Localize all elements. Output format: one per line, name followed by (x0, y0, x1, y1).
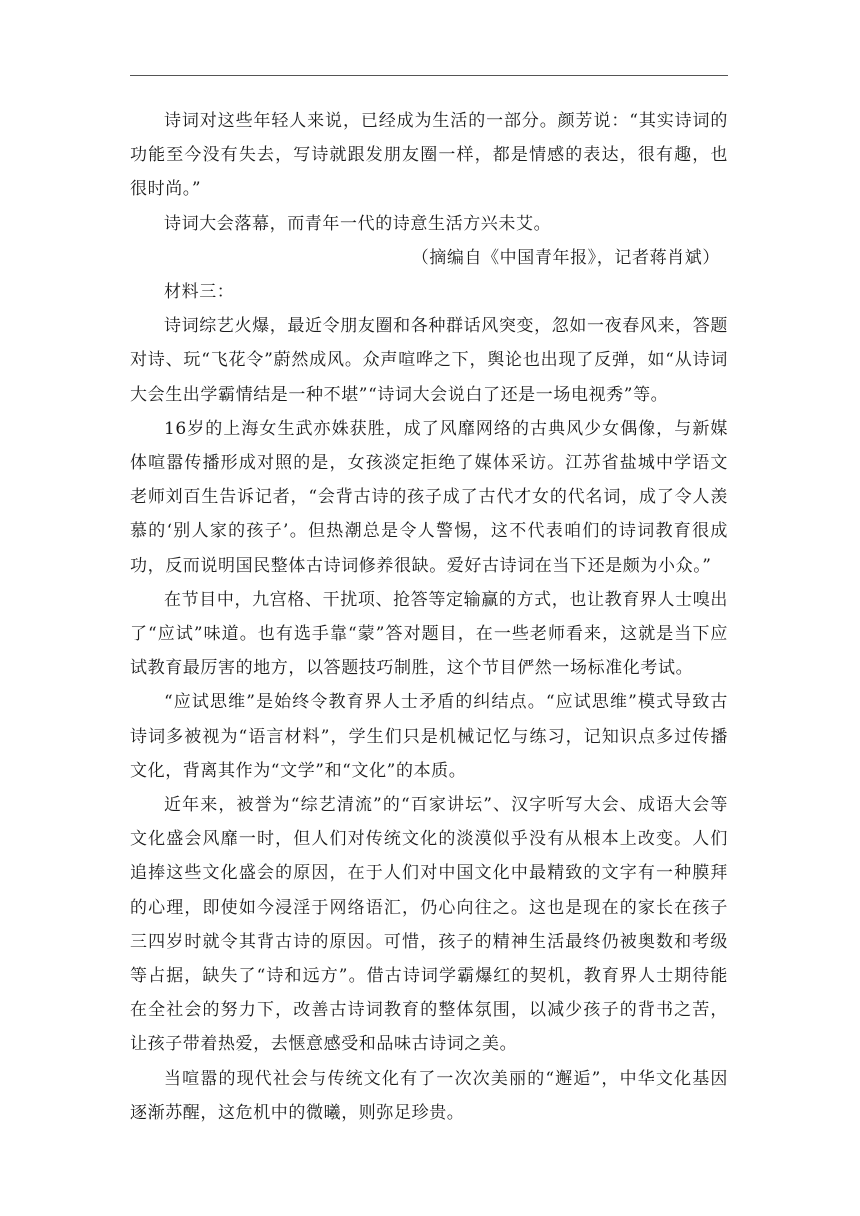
source-attribution: （摘编自《中国青年报》，记者蒋肖斌） (411, 247, 720, 268)
paragraph: 在节目中，九宫格、干扰项、抢答等定输赢的方式，也让教育界人士嗅出了“应试”味道。也有选手靠“蒙”答对题目，在一些老师看来，这就是当下应试教育最厉害的地方，以答题技巧制胜，这个节目俨然一场标准化考试。 (130, 589, 728, 679)
paragraph: 16岁的上海女生武亦姝获胜，成了风靡网络的古典风少女偶像，与新媒体喧嚣传播形成对照的是，女孩淡定拒绝了媒体采访。江苏省盐城中学语文老师刘百生告诉记者，“会背古诗的孩子成了古代才女的代名词，成了令人羡慕的‘别人家的孩子’。但热潮总是令人警惕，这不代表咱们的诗词教育很成功，反而说明国民整体古诗词修养很缺。爱好古诗词在当下还是颇为小众。” (130, 418, 728, 576)
paragraph: 诗词大会落幕，而青年一代的诗意生活方兴未艾。 (164, 213, 552, 234)
paragraph: 诗词综艺火爆，最近令朋友圈和各种群话风突变，忽如一夜春风来，答题对诗、玩“飞花令”蔚然成风。众声喧哗之下，舆论也出现了反弹，如“从诗词大会生出学霸情结是一种不堪”“诗词大会说白了还是一场电视秀”等。 (130, 316, 728, 405)
section-heading: 材料三： (164, 282, 235, 303)
header-rule (130, 75, 728, 76)
paragraph: 近年来，被誉为“综艺清流”的“百家讲坛”、汉字听写大会、成语大会等文化盛会风靡一时，但人们对传统文化的淡漠似乎没有从根本上改变。人们追捧这些文化盛会的原因，在于人们对中国文化中最精致的文字有一种膜拜的心理，即使如今浸淫于网络语汇，仍心向往之。这也是现在的家长在孩子三四岁时就令其背古诗的原因。可惜，孩子的精神生活最终仍被奥数和考级等占据，缺失了“诗和远方”。借古诗词学霸爆红的契机，教育界人士期待能在全社会的努力下，改善古诗词教育的整体氛围，以减少孩子的背书之苦，让孩子带着热爱，去惬意感受和品味古诗词之美。 (130, 795, 728, 1055)
article-body (130, 104, 728, 1130)
paragraph: 当喧嚣的现代社会与传统文化有了一次次美丽的“邂逅”，中华文化基因逐渐苏醒，这危机中的微曦，则弥足珍贵。 (130, 1068, 728, 1123)
paragraph: “应试思维”是始终令教育界人士矛盾的纠结点。“应试思维”模式导致古诗词多被视为“语言材料”，学生们只是机械记忆与练习，记知识点多过传播文化，背离其作为“文学”和“文化”的本质。 (130, 692, 728, 781)
paragraph: 诗词对这些年轻人来说，已经成为生活的一部分。颜芳说：“其实诗词的功能至今没有失去，写诗就跟发朋友圈一样，都是情感的表达，很有趣，也很时尚。” (130, 111, 728, 200)
